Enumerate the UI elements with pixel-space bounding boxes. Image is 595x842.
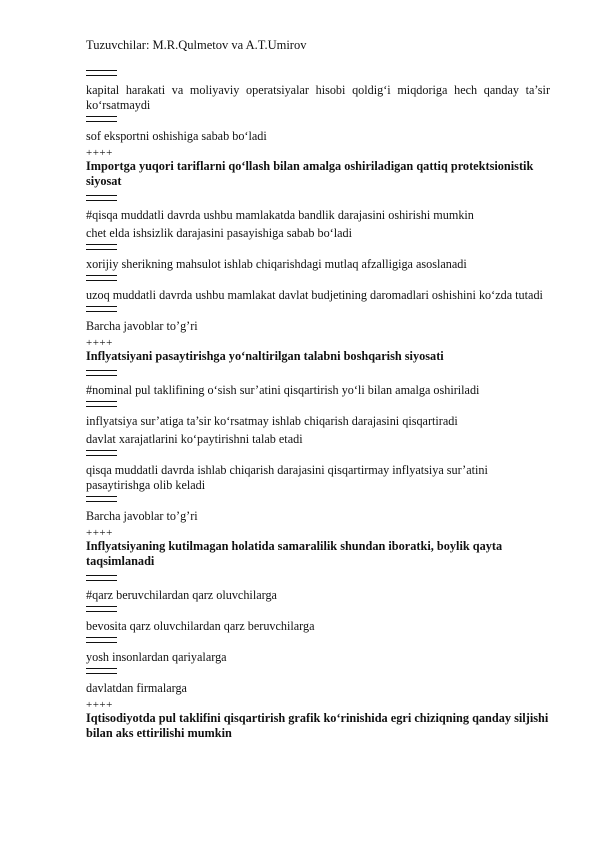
answer-option: yosh insonlardan qariyalarga [86,650,227,664]
answer-option: uzoq muddatli davrda ushbu mamlakat davlat budjetining daromadlari oshishini ko‘zda tutadi [86,288,543,302]
question-separator: ++++ [86,699,113,711]
question-separator: ++++ [86,337,113,349]
answer-separator [86,401,117,407]
question-text: Iqtisodiyotda pul taklifini qisqartirish grafik ko‘rinishida egri chiziqning qanday siljishi bilan aks ettirilishi mumkin [86,711,549,740]
answer-option: Barcha javoblar to’g’ri [86,509,198,523]
page-header: Tuzuvchilar: M.R.Qulmetov va A.T.Umirov [86,38,307,52]
answer-separator [86,275,117,281]
answer-separator [86,116,117,122]
question-text: Inflyatsiyaning kutilmagan holatida samaralilik shundan iboratki, boylik qayta taqsimlanadi [86,539,503,568]
question-text: Inflyatsiyani pasaytirishga yo‘naltirilgan talabni boshqarish siyosati [86,349,444,363]
answer-separator [86,195,117,201]
answer-option: xorijiy sherikning mahsulot ishlab chiqarishdagi mutlaq afzalligiga asoslanadi [86,257,467,271]
answer-separator [86,575,117,581]
answer-separator [86,606,117,612]
question-separator: ++++ [86,147,113,159]
question-list [86,70,550,747]
answer-option: qisqa muddatli davrda ishlab chiqarish darajasini qisqartirmay inflyatsiya sur’atini pasaytirishga olib keladi [86,463,488,492]
answer-separator [86,370,117,376]
answer-option: #nominal pul taklifining o‘sish sur’atini qisqartirish yo‘li bilan amalga oshiriladi [86,383,480,397]
question-separator: ++++ [86,527,113,539]
answer-separator [86,306,117,312]
answer-option: bevosita qarz oluvchilardan qarz beruvchilarga [86,619,315,633]
answer-option: inflyatsiya sur’atiga ta’sir ko‘rsatmay ishlab chiqarish darajasini qisqartiradi [86,414,458,428]
answer-separator [86,244,117,250]
answer-separator [86,496,117,502]
answer-option: #qarz beruvchilardan qarz oluvchilarga [86,588,277,602]
answer-option: davlat xarajatlarini ko‘paytirishni talab etadi [86,432,303,446]
answer-separator [86,70,117,76]
answer-option: davlatdan firmalarga [86,681,187,695]
answer-option: Barcha javoblar to’g’ri [86,319,198,333]
question-text: Importga yuqori tariflarni qo‘llash bilan amalga oshiriladigan qattiq protektsionistik siyosat [86,159,534,188]
answer-separator [86,668,117,674]
answer-option: sof eksportni oshishiga sabab bo‘ladi [86,129,267,143]
answer-option: kapital harakati va moliyaviy operatsiyalar hisobi qoldig‘i miqdoriga hech qanday ta’sir ko‘rsatmaydi [86,83,550,112]
answer-separator [86,637,117,643]
answer-separator [86,450,117,456]
answer-option: #qisqa muddatli davrda ushbu mamlakatda bandlik darajasini oshirishi mumkin [86,208,474,222]
answer-option: chet elda ishsizlik darajasini pasayishiga sabab bo‘ladi [86,226,353,240]
